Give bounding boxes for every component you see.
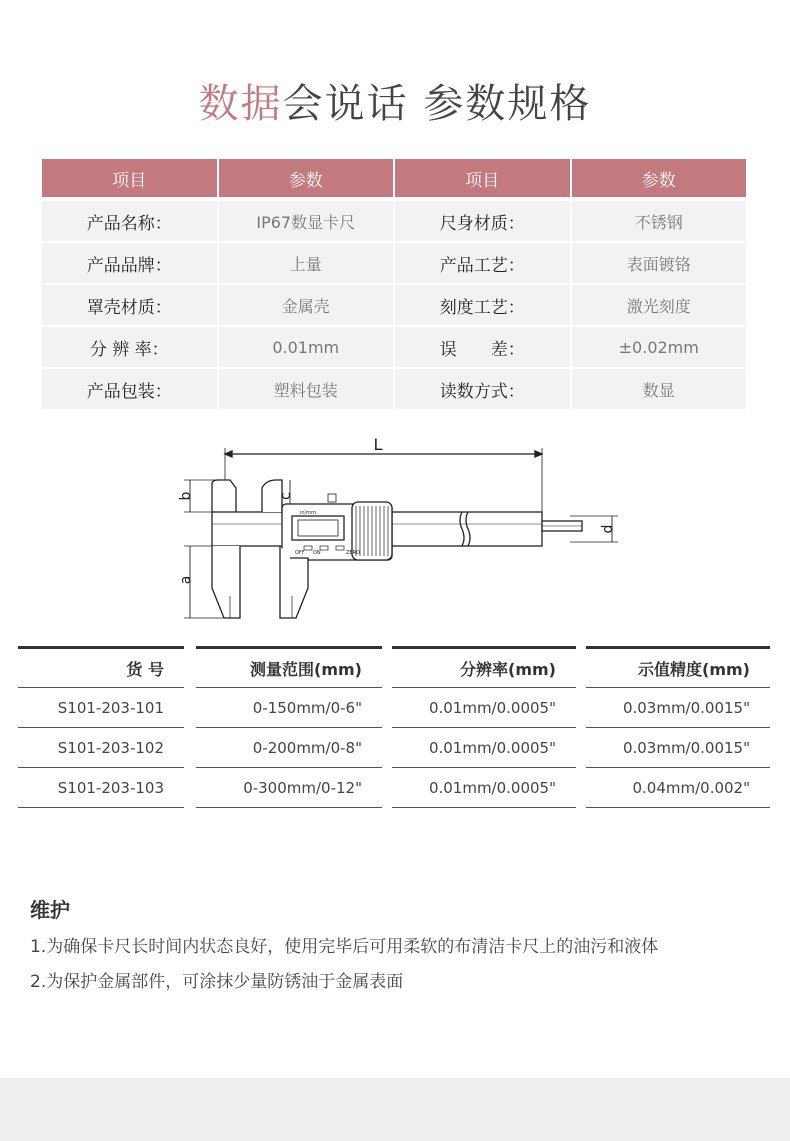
spec-table bbox=[42, 159, 746, 409]
model-cell: 0-300mm/0-12" bbox=[196, 768, 382, 808]
display-zero-label: ZERO bbox=[346, 550, 360, 556]
title-rest: 会说话 参数规格 bbox=[282, 81, 592, 127]
label-b: b bbox=[178, 491, 194, 501]
spec-label: 罩壳材质： bbox=[42, 285, 217, 325]
spec-row bbox=[42, 201, 746, 241]
spec-value: ±0.02mm bbox=[572, 327, 747, 367]
model-table-header bbox=[18, 646, 770, 688]
label-L: L bbox=[373, 435, 383, 454]
model-cell: 0.04mm/0.002" bbox=[586, 768, 770, 808]
spec-table-header bbox=[42, 159, 746, 199]
spec-value: 0.01mm bbox=[219, 327, 394, 367]
label-a: a bbox=[178, 575, 194, 585]
model-cell: 0.01mm/0.0005" bbox=[392, 728, 576, 768]
model-table bbox=[18, 646, 770, 808]
spec-header-cell: 参数 bbox=[219, 159, 394, 197]
spec-row bbox=[42, 285, 746, 325]
model-cell: 0.03mm/0.0015" bbox=[586, 728, 770, 768]
model-cell: 0.01mm/0.0005" bbox=[392, 688, 576, 728]
spec-value: 塑料包装 bbox=[219, 369, 394, 409]
model-cell: 0-150mm/0-6" bbox=[196, 688, 382, 728]
table-row bbox=[18, 768, 770, 808]
spec-row bbox=[42, 243, 746, 283]
caliper-drawing bbox=[150, 428, 630, 628]
spec-value: 不锈钢 bbox=[572, 201, 747, 241]
spec-value: 表面镀铬 bbox=[572, 243, 747, 283]
spec-value: IP67数显卡尺 bbox=[219, 201, 394, 241]
spec-label: 产品名称： bbox=[42, 201, 217, 241]
model-cell: S101-203-102 bbox=[18, 728, 184, 768]
spec-label: 误 差： bbox=[395, 327, 570, 367]
spec-label: 产品品牌： bbox=[42, 243, 217, 283]
spec-row bbox=[42, 327, 746, 367]
spec-label: 分 辨 率： bbox=[42, 327, 217, 367]
spec-header-cell: 参数 bbox=[572, 159, 747, 197]
title-accent: 数据 bbox=[198, 81, 283, 127]
spec-header-cell: 项目 bbox=[42, 159, 217, 197]
model-header-cell: 测量范围(mm) bbox=[196, 646, 382, 688]
table-row bbox=[18, 688, 770, 728]
display-inmm-label: in/mm bbox=[300, 510, 316, 516]
model-header-cell: 分辨率(mm) bbox=[392, 646, 576, 688]
spec-value: 激光刻度 bbox=[572, 285, 747, 325]
model-cell: 0-200mm/0-8" bbox=[196, 728, 382, 768]
spec-label: 读数方式： bbox=[395, 369, 570, 409]
model-cell: 0.03mm/0.0015" bbox=[586, 688, 770, 728]
label-c: c bbox=[278, 492, 294, 500]
model-header-cell: 货 号 bbox=[18, 646, 184, 688]
table-row bbox=[18, 728, 770, 768]
maintenance-line: 2.为保护金属部件，可涂抹少量防锈油于金属表面 bbox=[30, 972, 404, 992]
model-cell: S101-203-101 bbox=[18, 688, 184, 728]
spec-header-cell: 项目 bbox=[395, 159, 570, 197]
display-off-label: OFF bbox=[295, 550, 305, 556]
spec-label: 产品工艺： bbox=[395, 243, 570, 283]
display-on-label: ON bbox=[313, 550, 321, 556]
model-cell: S101-203-103 bbox=[18, 768, 184, 808]
page-title bbox=[0, 72, 790, 129]
spec-label: 刻度工艺： bbox=[395, 285, 570, 325]
spec-value: 金属壳 bbox=[219, 285, 394, 325]
spec-value: 上量 bbox=[219, 243, 394, 283]
model-cell: 0.01mm/0.0005" bbox=[392, 768, 576, 808]
spec-row bbox=[42, 369, 746, 409]
maintenance-line: 1.为确保卡尺长时间内状态良好，使用完毕后可用柔软的布清洁卡尺上的油污和液体 bbox=[30, 937, 659, 957]
spec-label: 尺身材质： bbox=[395, 201, 570, 241]
footer-band bbox=[0, 1078, 790, 1141]
spec-label: 产品包装： bbox=[42, 369, 217, 409]
label-d: d bbox=[600, 524, 616, 534]
spec-value: 数显 bbox=[572, 369, 747, 409]
maintenance-title: 维护 bbox=[30, 898, 70, 922]
model-header-cell: 示值精度(mm) bbox=[586, 646, 770, 688]
